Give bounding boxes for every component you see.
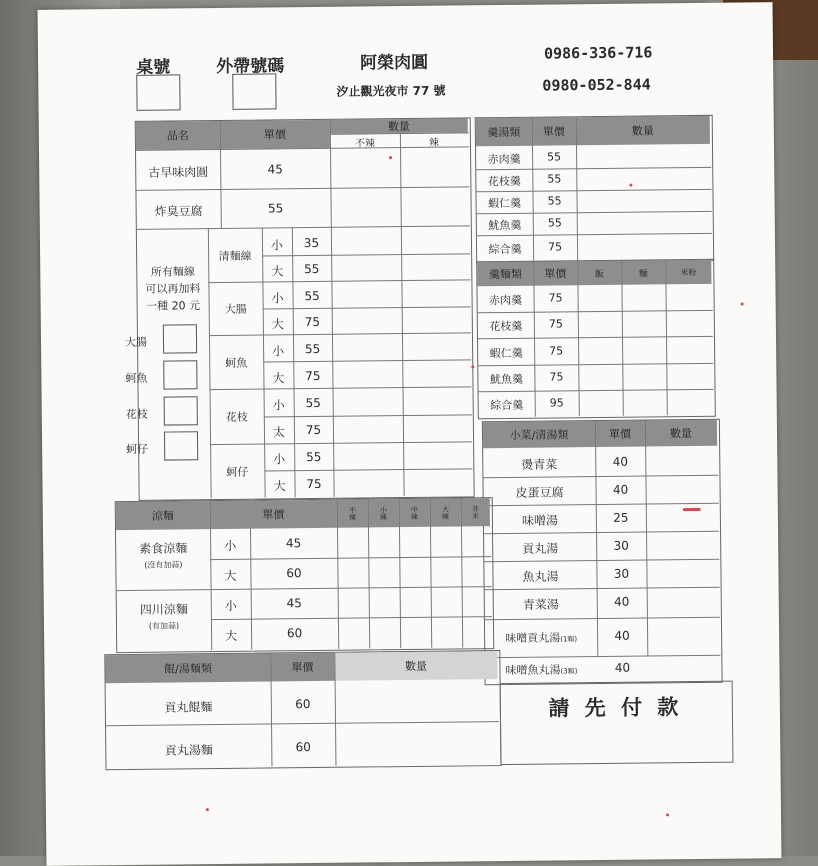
paper-speck [471,365,474,368]
soup-name: 赤肉羹 [487,152,521,167]
size-large: 大 [273,479,286,494]
soup-noodle-price: 75 [549,344,564,358]
side-name-text: 味噌魚丸湯 [505,663,561,678]
soup-header-price: 單價 [532,117,576,145]
addon-label: 花枝 [125,407,148,421]
soup-price: 75 [547,240,563,254]
soup-name: 花枝羹 [487,174,521,189]
side-price: 40 [614,628,630,643]
wonton-price: 60 [295,697,311,712]
price-large: 55 [304,261,320,277]
side-name: 魚丸湯 [522,569,559,584]
price-small: 35 [303,235,320,251]
main-header-no-spicy: 不辣 [354,138,376,150]
shop-address: 汐止觀光夜市 77 號 [336,83,446,99]
price-large: 60 [286,626,303,641]
price-small: 55 [304,288,320,304]
soup-noodle-header-ricenoodle: 米粉 [665,260,711,284]
price-small: 45 [285,536,302,551]
order-form [38,2,782,866]
item-name: 炸臭豆腐 [154,204,203,219]
side-price: 40 [614,660,631,675]
noodle-name: 蚵魚 [225,356,248,370]
soup-noodle-price: 75 [548,291,563,305]
soup-name: 魷魚羹 [488,218,522,233]
paper-speck [206,808,209,811]
noodle-note: 所有麵線 [150,265,195,279]
phone-number-2: 0980-052-844 [542,75,651,95]
soup-header-qty: 數量 [576,116,710,145]
addon-checkbox[interactable] [163,324,197,353]
noodle-name: 大腸 [224,302,247,316]
main-header-price: 單價 [220,120,330,149]
noodle-name: 花枝 [225,410,248,424]
noodle-note: 可以再加料 [145,282,201,296]
side-name: 青菜湯 [522,597,559,612]
wonton-name: 貢丸餛麵 [164,700,213,715]
wonton-price: 60 [295,740,311,755]
cold-header-price: 單價 [210,500,337,529]
takeout-number-box[interactable] [232,73,276,109]
addon-label: 大腸 [124,335,148,349]
size-small: 小 [224,598,237,613]
main-header-qty: 數量 [330,118,468,133]
phone-number-1: 0986-336-716 [543,43,653,63]
price-small: 55 [306,449,322,465]
cold-noodle-name: 素食涼麵 [139,541,188,556]
shop-name: 阿榮肉圓 [360,52,429,74]
sides-header-qty: 數量 [645,420,717,447]
cold-level: 芥末 [461,498,490,526]
item-name: 古早味肉圓 [148,165,209,180]
price-large: 75 [305,368,321,384]
paper-speck [629,184,632,187]
side-name: 味噌湯 [521,513,558,528]
price-small: 55 [305,395,321,411]
soup-noodle-name: 蝦仁羹 [489,346,523,361]
main-header-spicy: 辣 [428,137,440,149]
side-name-text: 味噌貢丸湯 [505,631,561,646]
price-large: 75 [306,476,322,492]
item-price: 45 [267,162,283,177]
wonton-header-qty: 數量 [334,651,497,681]
addon-checkbox[interactable] [164,431,198,460]
price-small: 45 [286,596,302,611]
sides-header-price: 單價 [595,421,645,448]
size-large: 大 [271,264,284,279]
pay-first-notice: 請 先 付 款 [548,694,683,721]
soup-noodle-price: 75 [548,317,563,331]
wonton-name: 貢丸湯麵 [164,743,213,758]
table-number-label: 桌號 [136,57,171,78]
noodle-note: 一種 20 元 [146,299,201,313]
soup-noodle-header-price: 單價 [533,261,577,285]
soup-noodle-price: 75 [549,370,564,384]
cold-noodle-name: 四川涼麵 [139,602,188,617]
soup-noodle-name: 赤肉羹 [489,293,523,308]
paper-speck [741,302,744,305]
cold-level: 小辣 [368,499,399,527]
side-price: 40 [612,482,629,497]
cold-noodle-note: (沒有加蒜) [144,560,183,570]
soup-noodle-price: 95 [549,396,564,410]
size-large: 太 [272,425,286,440]
size-small: 小 [272,344,285,359]
soup-noodle-name: 花枝羹 [489,319,523,334]
soup-noodle-header-name: 羹麵類 [477,262,533,287]
price-small: 55 [304,341,321,357]
side-price: 30 [613,566,630,581]
size-small: 小 [224,538,237,553]
soup-price: 55 [547,216,562,230]
cold-header-name: 涼麵 [116,501,210,530]
side-price: 30 [613,538,629,553]
soup-header-name: 羹湯類 [476,118,532,147]
side-name [485,629,597,646]
side-name: 皮蛋豆腐 [515,485,564,500]
side-name [485,661,597,678]
addon-checkbox[interactable] [164,396,198,425]
table-number-box[interactable] [136,74,180,110]
soup-price: 55 [547,194,562,208]
soup-name: 綜合羹 [488,242,522,257]
size-large: 大 [271,317,284,332]
soup-price: 55 [547,150,562,164]
size-large: 大 [225,628,238,643]
size-small: 小 [272,398,285,413]
main-header-name: 品名 [136,121,220,150]
noodle-name: 清麵線 [218,249,252,263]
price-large: 60 [286,566,302,581]
side-note: (1顆) [560,635,578,644]
soup-noodle-name: 魷魚羹 [489,372,524,387]
side-name: 貢丸湯 [522,541,559,556]
size-small: 小 [270,238,284,253]
side-price: 25 [613,510,629,525]
soup-noodle-header-rice: 飯 [577,261,621,285]
size-small: 小 [273,452,286,467]
addon-checkbox[interactable] [163,360,197,389]
addon-label: 蚵魚 [125,371,148,385]
cold-level: 大辣 [430,498,461,526]
price-large: 75 [305,422,322,438]
cold-noodle-note: (有加蒜) [148,621,180,631]
price-large: 75 [304,314,321,330]
paper-speck [666,813,669,816]
paper-speck [389,156,392,159]
noodle-name: 蚵仔 [226,465,249,479]
wonton-header-name: 餛/湯麵類 [105,653,270,683]
size-large: 大 [224,568,237,583]
soup-noodle-header-noodle: 麵 [621,260,665,284]
addon-label: 蚵仔 [126,442,149,456]
soup-name: 蝦仁羹 [488,196,522,211]
side-price: 40 [612,454,629,469]
size-large: 大 [272,371,285,386]
side-name: 燙青菜 [521,457,558,472]
takeout-number-label: 外帶號碼 [216,56,285,78]
side-note: (3顆) [560,667,578,676]
item-price: 55 [267,201,284,216]
soup-price: 55 [547,172,562,186]
soup-noodle-name: 綜合羹 [490,398,524,413]
cold-level: 中辣 [399,499,430,527]
sides-header-name: 小菜/清湯類 [483,421,595,448]
paper-mark [683,508,701,511]
cold-level: 不辣 [337,499,368,527]
size-small: 小 [271,291,284,306]
side-price: 40 [614,594,630,609]
wonton-header-price: 單價 [270,653,334,682]
